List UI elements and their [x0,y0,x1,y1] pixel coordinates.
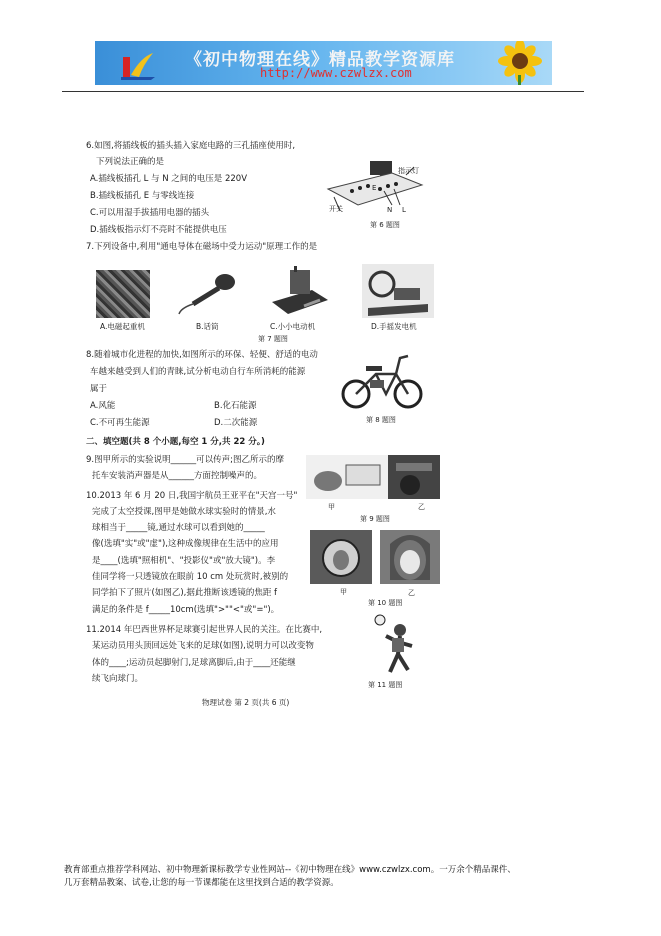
q7-figure-b [175,268,241,316]
q7-figure-d [362,264,434,318]
logo-icon [117,47,157,81]
q8-option-c: C.不可再生能源 [90,418,150,428]
q10-line8: 满足的条件是 f_____10cm(选填">""<"或"=")。 [92,605,280,615]
q7-figure-a [96,270,150,318]
q9-caption: 第 9 题图 [360,515,390,523]
q8-line2: 车越来越受到人们的青睐,试分析电动自行车所消耗的能源 [90,367,306,377]
q9-figure [306,455,440,499]
q11-line3: 体的____;运动员起脚射门,足球离脚后,由于____还能继 [92,658,296,668]
q7-caption: 第 7 题图 [258,335,288,343]
q8-line3: 属于 [90,384,108,394]
q6-option-b: B.插线板插孔 E 与零线连接 [90,191,195,201]
sunflower-icon [490,41,552,85]
q7-option-a: A.电磁起重机 [100,322,145,331]
q9-line2: 托车安装消声器是从______方面控制噪声的。 [92,471,263,481]
q8-option-a: A.风能 [90,401,116,411]
q7-stem: 7.下列设备中,利用"通电导体在磁场中受力运动"原理工作的是 [86,242,318,252]
q6-label-n: N [387,206,393,214]
q6-option-a: A.插线板插孔 L 与 N 之间的电压是 220V [90,174,248,184]
q10-caption: 第 10 题图 [368,599,403,607]
q8-bicycle-figure [340,350,424,410]
header-banner [95,41,552,85]
q7-option-c: C.小小电动机 [270,322,316,331]
section-fill-in-title: 二、填空题(共 8 个小题,每空 1 分,共 22 分。) [86,437,265,447]
site-footer [64,864,604,890]
q11-line2: 某运动员用头顶回远处飞来的足球(如图),说明力可以改变物 [92,641,314,651]
banner-title: 《初中物理在线》精品教学资源库 [185,50,455,70]
q10-label-jia: 甲 [340,588,347,596]
banner-url[interactable]: http://www.czwlzx.com [260,66,412,80]
q10-line6: 佳同学将一只透镜放在眼前 10 cm 处玩赏时,被别的 [92,572,289,582]
q10-label-yi: 乙 [408,589,415,597]
header-divider [62,91,584,92]
q9-label-yi: 乙 [418,503,425,511]
q6-option-d: D.插线板指示灯不亮时不能提供电压 [90,225,227,235]
site-footer-line2: 几万套精品教案、试卷,让您的每一节课都能在这里找到合适的教学资源。 [64,878,339,888]
q10-line2: 完成了太空授课,图甲是她做水球实验时的情景,水 [92,507,276,517]
q6-option-c: C.可以用湿手拔插用电器的插头 [90,208,210,218]
q11-line1: 11.2014 年巴西世界杯足球赛引起世界人民的关注。在比赛中, [86,625,323,635]
q9-label-jia: 甲 [328,503,335,511]
q6-label-switch: 开关 [329,205,343,213]
q11-caption: 第 11 题图 [368,681,403,689]
q6-label-indicator: 指示灯 [398,167,419,175]
q7-figure-c [268,266,330,318]
q7-option-b: B.话筒 [196,322,219,331]
q8-caption: 第 8 题图 [366,416,396,424]
q6-stem-line2: 下列说法正确的是 [96,157,165,167]
q10-line4: 像(选填"实"或"虚"),这种成像规律在生活中的应用 [92,539,279,549]
q9-line1: 9.图甲所示的实验说明______可以传声;图乙所示的摩 [86,455,284,465]
q11-line4: 续飞向球门。 [92,674,144,684]
q11-soccer-figure [370,614,430,676]
q6-label-l: L [402,206,406,214]
q10-line5: 是____(选填"照相机"、"投影仪"或"放大镜")。李 [92,556,276,566]
site-footer-line1: 教育部重点推荐学科网站、初中物理新课标教学专业性网站--《初中物理在线》www.czwlzx.com。一万余个精品课件、 [64,865,516,875]
q7-option-d: D.手摇发电机 [371,322,417,331]
q8-line1: 8.随着城市化进程的加快,如图所示的环保、轻便、舒适的电动 [86,350,318,360]
q6-caption: 第 6 题图 [370,221,400,229]
exam-page-number: 物理试卷 第 2 页(共 6 页) [202,698,290,707]
q10-figure-jia [310,530,372,584]
q10-figure-yi [380,530,440,584]
q10-line3: 球相当于_____镜,通过水球可以看到她的_____ [92,523,265,533]
q8-option-d: D.二次能源 [214,418,258,428]
q10-line7: 同学拍下了照片(如图乙),据此推断该透镜的焦距 f [92,588,278,598]
q6-label-e: E [372,184,377,192]
q6-stem-line1: 6.如图,将插线板的插头插入家庭电路的三孔插座使用时, [86,141,296,151]
q10-line1: 10.2013 年 6 月 20 日,我国宇航员王亚平在"天宫一号" [86,491,298,501]
q8-option-b: B.化石能源 [214,401,257,411]
